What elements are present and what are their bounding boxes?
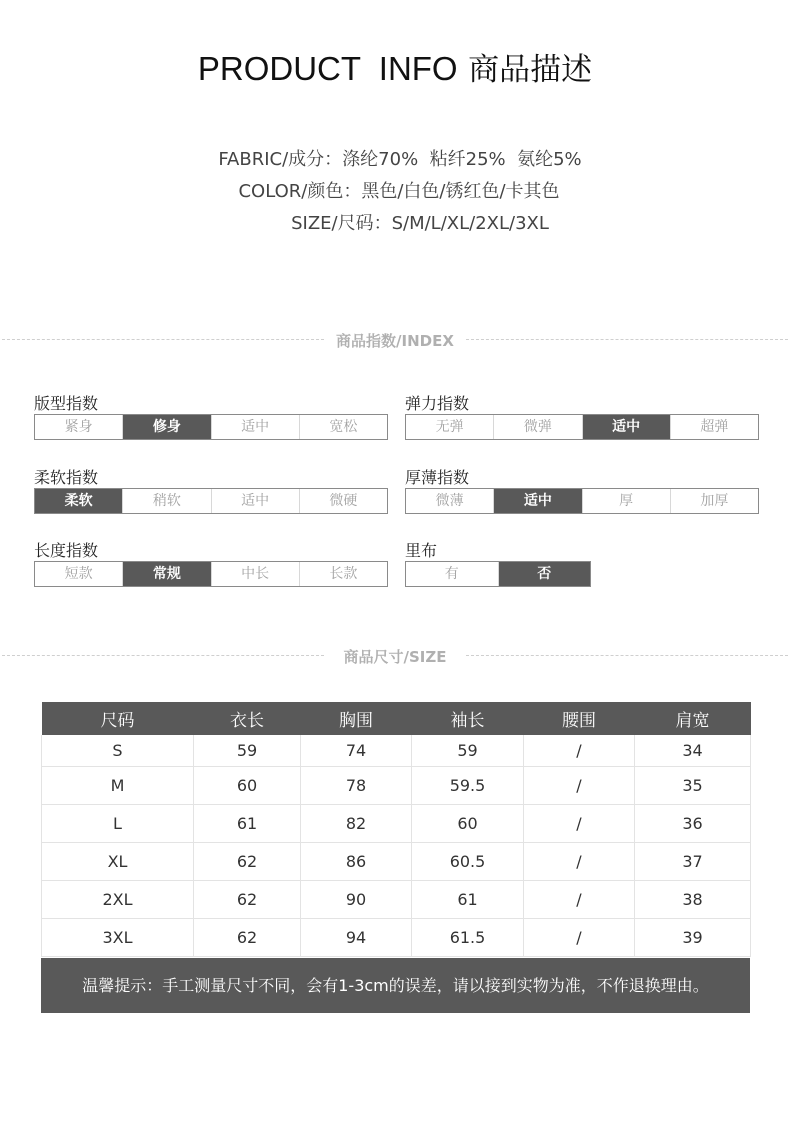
- table-row: [42, 843, 751, 881]
- index-scale-softness: [34, 488, 388, 514]
- table-cell: 61: [412, 881, 524, 919]
- table-cell: 37: [635, 843, 751, 881]
- table-cell: /: [524, 767, 635, 805]
- table-cell: 59: [194, 735, 301, 767]
- size-heading: 商品尺寸/SIZE: [343, 648, 447, 666]
- index-option: 微薄: [406, 489, 494, 513]
- index-option: 加厚: [700, 493, 729, 509]
- table-cell: 78: [301, 767, 412, 805]
- index-scale-lining: [405, 561, 591, 587]
- table-row: [42, 881, 751, 919]
- table-cell: 74: [301, 735, 412, 767]
- index-divider: [0, 330, 790, 350]
- table-row: [42, 919, 751, 957]
- index-option: 适中: [212, 415, 300, 439]
- table-cell: S: [42, 735, 194, 767]
- index-option: 修身: [123, 415, 211, 439]
- table-cell: 61: [194, 805, 301, 843]
- index-option: 否: [499, 562, 591, 586]
- index-label-length: 长度指数: [34, 541, 99, 560]
- fabric-info: FABRIC/成分：涤纶70% 粘纤25% 氨纶5%: [218, 149, 582, 170]
- index-heading: 商品指数/INDEX: [336, 332, 454, 350]
- size-table: [41, 702, 751, 957]
- table-cell: 2XL: [42, 881, 194, 919]
- index-scale-elasticity: [405, 414, 759, 440]
- table-cell: 35: [635, 767, 751, 805]
- index-label-elasticity: 弹力指数: [405, 394, 470, 413]
- table-cell: 90: [301, 881, 412, 919]
- table-cell: 59: [412, 735, 524, 767]
- index-scale-thickness: [405, 488, 759, 514]
- index-option: 紧身: [35, 415, 123, 439]
- index-label-lining: 里布: [405, 541, 438, 560]
- index-option: 中长: [212, 562, 300, 586]
- index-option: 适中: [494, 489, 582, 513]
- table-cell: 39: [635, 919, 751, 957]
- table-cell: 62: [194, 843, 301, 881]
- index-option: 微硬: [329, 493, 358, 509]
- size-table-header: [42, 702, 751, 735]
- index-option: 适中: [212, 489, 300, 513]
- size-column-header: 肩宽: [635, 702, 751, 735]
- table-row: [42, 805, 751, 843]
- title-chinese: 商品描述: [468, 52, 593, 88]
- table-cell: 60: [412, 805, 524, 843]
- table-cell: 60.5: [412, 843, 524, 881]
- color-info: COLOR/颜色：黑色/白色/锈红色/卡其色: [238, 181, 560, 202]
- table-cell: 62: [194, 919, 301, 957]
- table-cell: 36: [635, 805, 751, 843]
- size-info: SIZE/尺码：S/M/L/XL/2XL/3XL: [291, 213, 549, 234]
- table-cell: 61.5: [412, 919, 524, 957]
- index-option: 厚: [583, 489, 671, 513]
- table-cell: 3XL: [42, 919, 194, 957]
- table-cell: 59.5: [412, 767, 524, 805]
- index-option: 适中: [583, 415, 671, 439]
- index-scale-length: [34, 561, 388, 587]
- index-label-fit: 版型指数: [34, 394, 99, 413]
- table-cell: 94: [301, 919, 412, 957]
- size-column-header: 腰围: [524, 702, 635, 735]
- index-option: 超弹: [700, 419, 729, 435]
- index-label-thickness: 厚薄指数: [405, 468, 470, 487]
- table-row: [42, 735, 751, 767]
- index-option: 短款: [35, 562, 123, 586]
- table-cell: /: [524, 919, 635, 957]
- size-column-header: 衣长: [194, 702, 301, 735]
- size-column-header: 尺码: [42, 702, 194, 735]
- index-option: 宽松: [329, 419, 358, 435]
- index-option: 长款: [329, 566, 358, 582]
- table-cell: /: [524, 735, 635, 767]
- page-title: [0, 44, 790, 89]
- table-cell: 82: [301, 805, 412, 843]
- title-english: PRODUCT INFO: [197, 50, 458, 87]
- size-divider: [0, 646, 790, 666]
- table-cell: 62: [194, 881, 301, 919]
- table-cell: /: [524, 881, 635, 919]
- table-cell: /: [524, 843, 635, 881]
- table-cell: XL: [42, 843, 194, 881]
- table-row: [42, 767, 751, 805]
- size-column-header: 胸围: [301, 702, 412, 735]
- table-cell: 38: [635, 881, 751, 919]
- index-option: 无弹: [406, 415, 494, 439]
- table-cell: 86: [301, 843, 412, 881]
- index-option: 微弹: [494, 415, 582, 439]
- size-column-header: 袖长: [412, 702, 524, 735]
- table-cell: 34: [635, 735, 751, 767]
- size-notice: 温馨提示：手工测量尺寸不同，会有1-3cm的误差，请以接到实物为准，不作退换理由。: [41, 958, 750, 1013]
- table-cell: 60: [194, 767, 301, 805]
- index-option: 柔软: [35, 489, 123, 513]
- index-label-softness: 柔软指数: [34, 468, 99, 487]
- index-option: 有: [406, 562, 499, 586]
- index-option: 常规: [123, 562, 211, 586]
- index-option: 稍软: [123, 489, 211, 513]
- table-cell: /: [524, 805, 635, 843]
- table-cell: L: [42, 805, 194, 843]
- index-scale-fit: [34, 414, 388, 440]
- table-cell: M: [42, 767, 194, 805]
